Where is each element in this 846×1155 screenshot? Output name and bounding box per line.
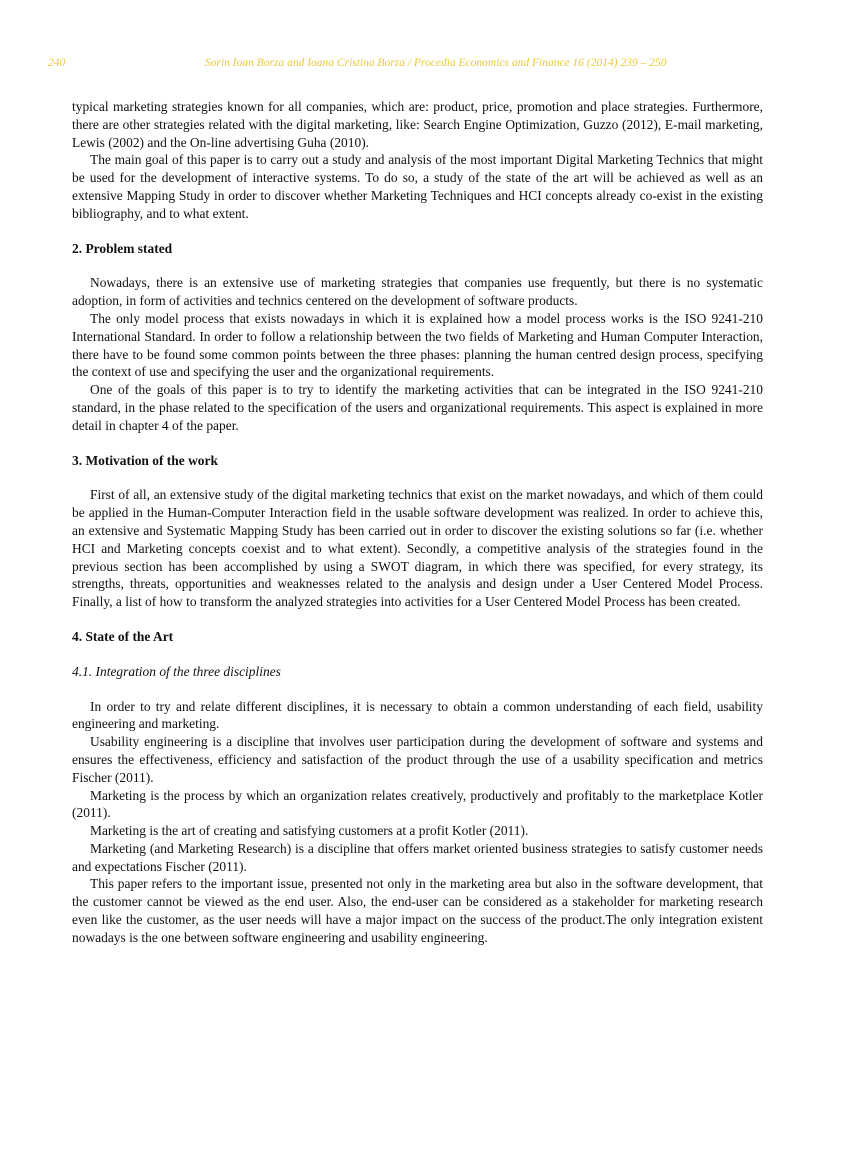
section4-paragraph-4: Marketing is the art of creating and satisfying customers at a profit Kotler (2011). <box>90 823 529 839</box>
section4-paragraph-3: Marketing is the process by which an organization relates creatively, productively and profitably to the marketplace Kotler (2011). <box>72 787 763 821</box>
body-text <box>72 98 763 947</box>
section2-paragraph-2: The only model process that exists nowadays in which it is explained how a model process works is the ISO 9241-210 International Standard. In order to follow a relationship between the two fields of Marketing and Human Computer Interaction, there have to be found some common points between the three phases: planning the human centred design process, specifying the context of use and specifying the user and the organizational requirements. <box>72 310 763 380</box>
section2-paragraph-3: One of the goals of this paper is to try to identify the marketing activities that can be integrated in the ISO 9241-210 standard, in the phase related to the specification of the users and organizational requirements. This aspect is explained in more detail in chapter 4 of the paper. <box>72 382 763 433</box>
section-heading-state-of-the-art: 4. State of the Art <box>72 628 174 644</box>
subsection-heading-integration: 4.1. Integration of the three disciplines <box>72 663 281 679</box>
section4-paragraph-1: In order to try and relate different disciplines, it is necessary to obtain a common understanding of each field, usability engineering and marketing. <box>72 698 763 732</box>
section2-paragraph-1: Nowadays, there is an extensive use of marketing strategies that companies use frequently, but there is no systematic adoption, in form of activities and technics centered on the development of software products. <box>72 275 763 309</box>
section3-paragraph-1: First of all, an extensive study of the digital marketing technics that exist on the market nowadays, and which of them could be applied in the Human-Computer Interaction field in the usable software development was realized. In order to achieve this, an extensive and Systematic Mapping Study has been carried out in order to discover the existing solutions so far (i.e. whether HCI and Marketing concepts coexist and to what extent). Secondly, a competitive analysis of the strategies found in the previous section has been accomplished by using a SWOT diagram, in which there was specified, for every strategy, its strengths, threats, opportunities and weaknesses related to the analysis and design under a User Centered Model Process. Finally, a list of how to transform the analyzed strategies into activities for a User Centered Model Process has been created. <box>72 487 763 610</box>
page-number: 240 <box>48 57 66 69</box>
section-heading-problem-stated: 2. Problem stated <box>72 240 173 256</box>
section4-paragraph-5: Marketing (and Marketing Research) is a discipline that offers market oriented business strategies to satisfy customer needs and expectations Fischer (2011). <box>72 840 763 874</box>
header-citation: Sorin Ioan Borza and Ioana Cristina Borza / Procedia Economics and Finance 16 (2014) 239 – 250 <box>205 57 667 69</box>
section-heading-motivation: 3. Motivation of the work <box>72 452 218 468</box>
section4-paragraph-6: This paper refers to the important issue, presented not only in the marketing area but also in the software development, that the customer cannot be viewed as the end user. Also, the end-user can be considered as a stakeholder for marketing research even like the customer, as the user needs will have a major impact on the success of the product.The only integration existent nowadays is the one between software engineering and usability engineering. <box>72 876 763 945</box>
intro-paragraph-1: typical marketing strategies known for all companies, which are: product, price, promotion and place strategies. Furthermore, there are other strategies related with the digital marketing, like: Search Engine Optimization, Guzzo (2012), E-mail marketing, Lewis (2002) and the On-line advertising Guha (2010). <box>72 99 763 150</box>
section4-paragraph-2: Usability engineering is a discipline that involves user participation during the development of software and systems and ensures the effectiveness, efficiency and satisfaction of the product through the use of a usability specification and metrics Fischer (2011). <box>72 734 763 785</box>
running-header <box>48 57 798 73</box>
intro-paragraph-2: The main goal of this paper is to carry out a study and analysis of the most important Digital Marketing Technics that might be used for the development of interactive systems. To do so, a study of the state of the art will be achieved as well as an extensive Mapping Study in order to discover whether Marketing Techniques and HCI concepts already co-exist in the existing bibliography, and to what extent. <box>72 152 763 221</box>
